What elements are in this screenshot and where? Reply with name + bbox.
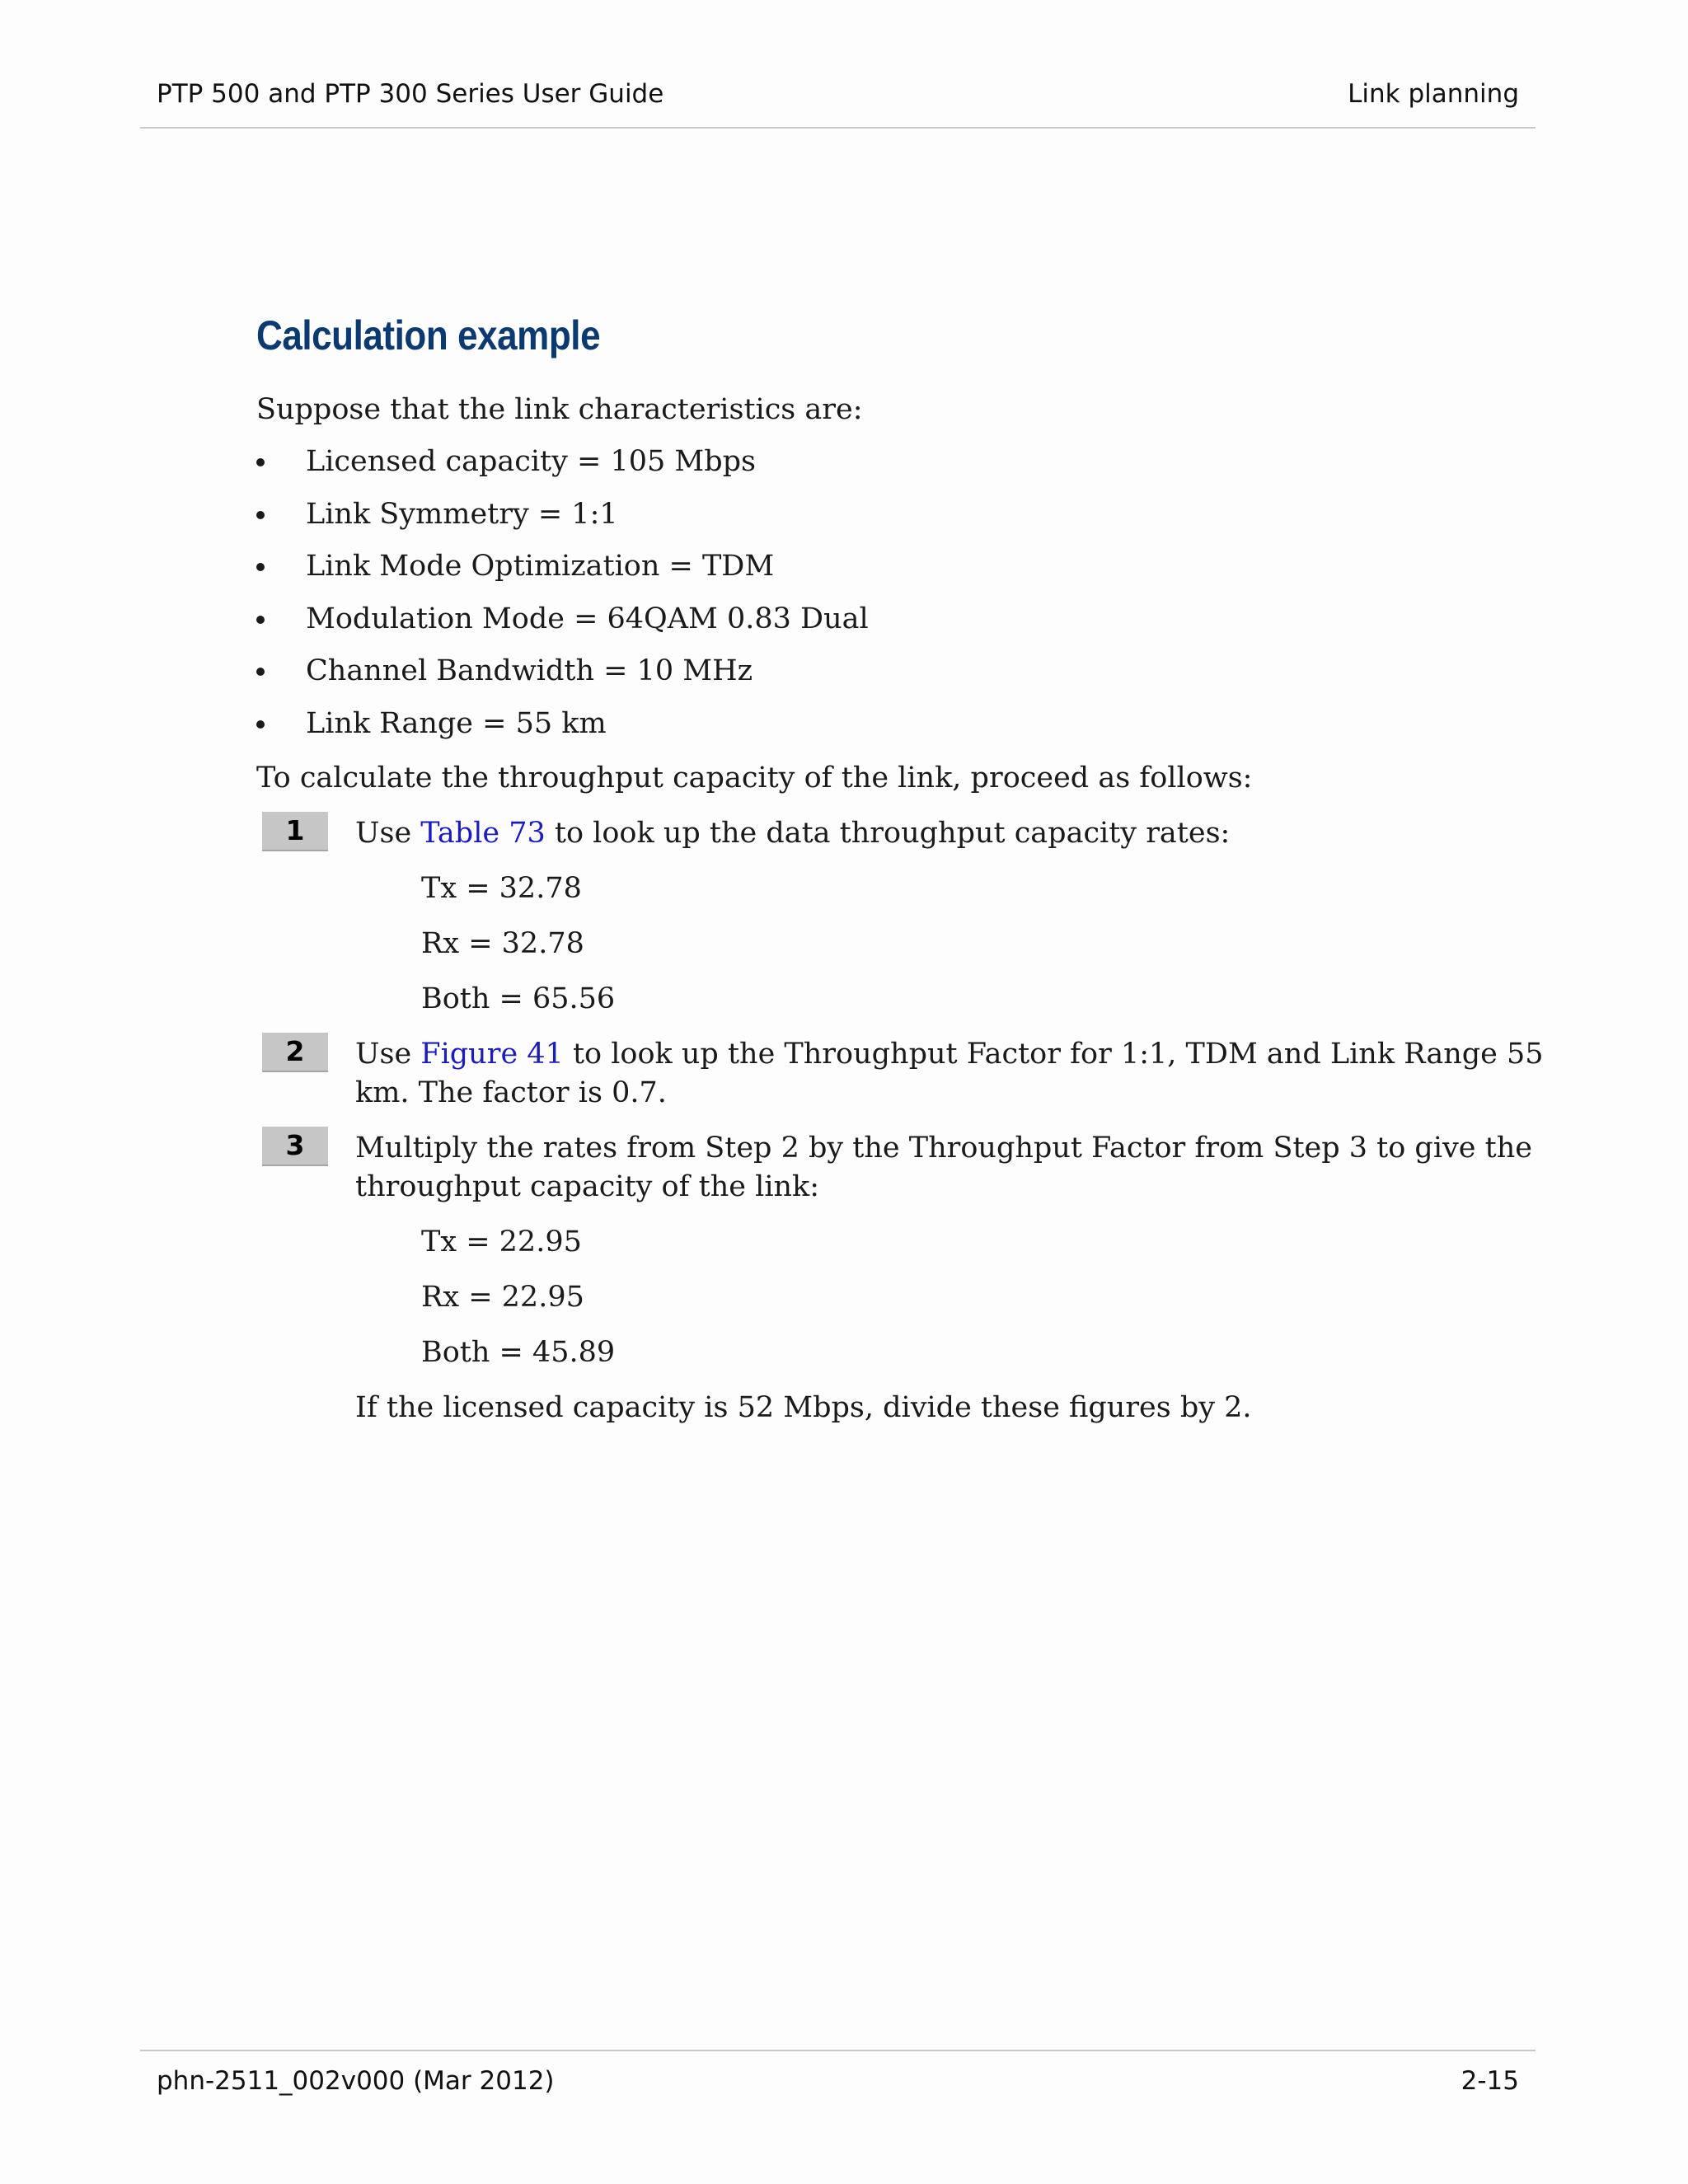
section-heading: Calculation example xyxy=(256,312,601,359)
bullet-dot xyxy=(256,511,265,519)
closing-note: If the licensed capacity is 52 Mbps, divide these figures by 2. xyxy=(355,1391,1252,1424)
both-value: Both = 45.89 xyxy=(421,1336,616,1369)
table-73-link[interactable]: Table 73 xyxy=(420,817,546,850)
document-title: PTP 500 and PTP 300 Series User Guide xyxy=(157,79,664,109)
list-item: Link Mode Optimization = TDM xyxy=(306,550,775,583)
page-header xyxy=(140,0,1536,129)
step-number-badge: 3 xyxy=(262,1127,328,1166)
step-text-suffix: to look up the Throughput Factor for 1:1, TDM and Link Range 55 xyxy=(563,1038,1544,1071)
page-number: 2-15 xyxy=(1461,2066,1519,2096)
list-item: Link Range = 55 km xyxy=(306,707,607,740)
intro-text: Suppose that the link characteristics are: xyxy=(256,393,863,426)
step-text-prefix: Use xyxy=(355,817,421,850)
tx-value: Tx = 22.95 xyxy=(421,1226,582,1258)
step-text-suffix: to look up the data throughput capacity rates: xyxy=(545,817,1231,850)
tx-value: Tx = 32.78 xyxy=(421,872,582,905)
step-2-text xyxy=(355,1035,1544,1074)
chapter-name: Link planning xyxy=(1348,79,1519,109)
rx-value: Rx = 22.95 xyxy=(421,1281,584,1314)
bullet-dot xyxy=(256,563,265,571)
step-number-badge: 1 xyxy=(262,812,328,851)
bullet-dot xyxy=(256,616,265,624)
both-value: Both = 65.56 xyxy=(421,982,616,1015)
step-3-text-continued: throughput capacity of the link: xyxy=(355,1170,820,1203)
list-item: Channel Bandwidth = 10 MHz xyxy=(306,654,753,687)
step-1-text xyxy=(355,814,1230,853)
step-number-badge: 2 xyxy=(262,1033,328,1072)
step-2-text-continued: km. The factor is 0.7. xyxy=(355,1076,667,1109)
bullet-dot xyxy=(256,668,265,676)
list-item: Modulation Mode = 64QAM 0.83 Dual xyxy=(306,602,869,635)
step-text-prefix: Use xyxy=(355,1038,421,1071)
bullet-dot xyxy=(256,720,265,729)
bullet-dot xyxy=(256,458,265,466)
list-item: Licensed capacity = 105 Mbps xyxy=(306,445,756,478)
document-id: phn-2511_002v000 (Mar 2012) xyxy=(157,2066,555,2096)
figure-41-link[interactable]: Figure 41 xyxy=(420,1038,564,1071)
list-item: Link Symmetry = 1:1 xyxy=(306,498,618,531)
page-footer xyxy=(140,2050,1536,2101)
rx-value: Rx = 32.78 xyxy=(421,927,584,960)
step-3-text: Multiply the rates from Step 2 by the Throughput Factor from Step 3 to give the xyxy=(355,1132,1532,1165)
procedure-intro: To calculate the throughput capacity of the link, proceed as follows: xyxy=(256,762,1253,794)
